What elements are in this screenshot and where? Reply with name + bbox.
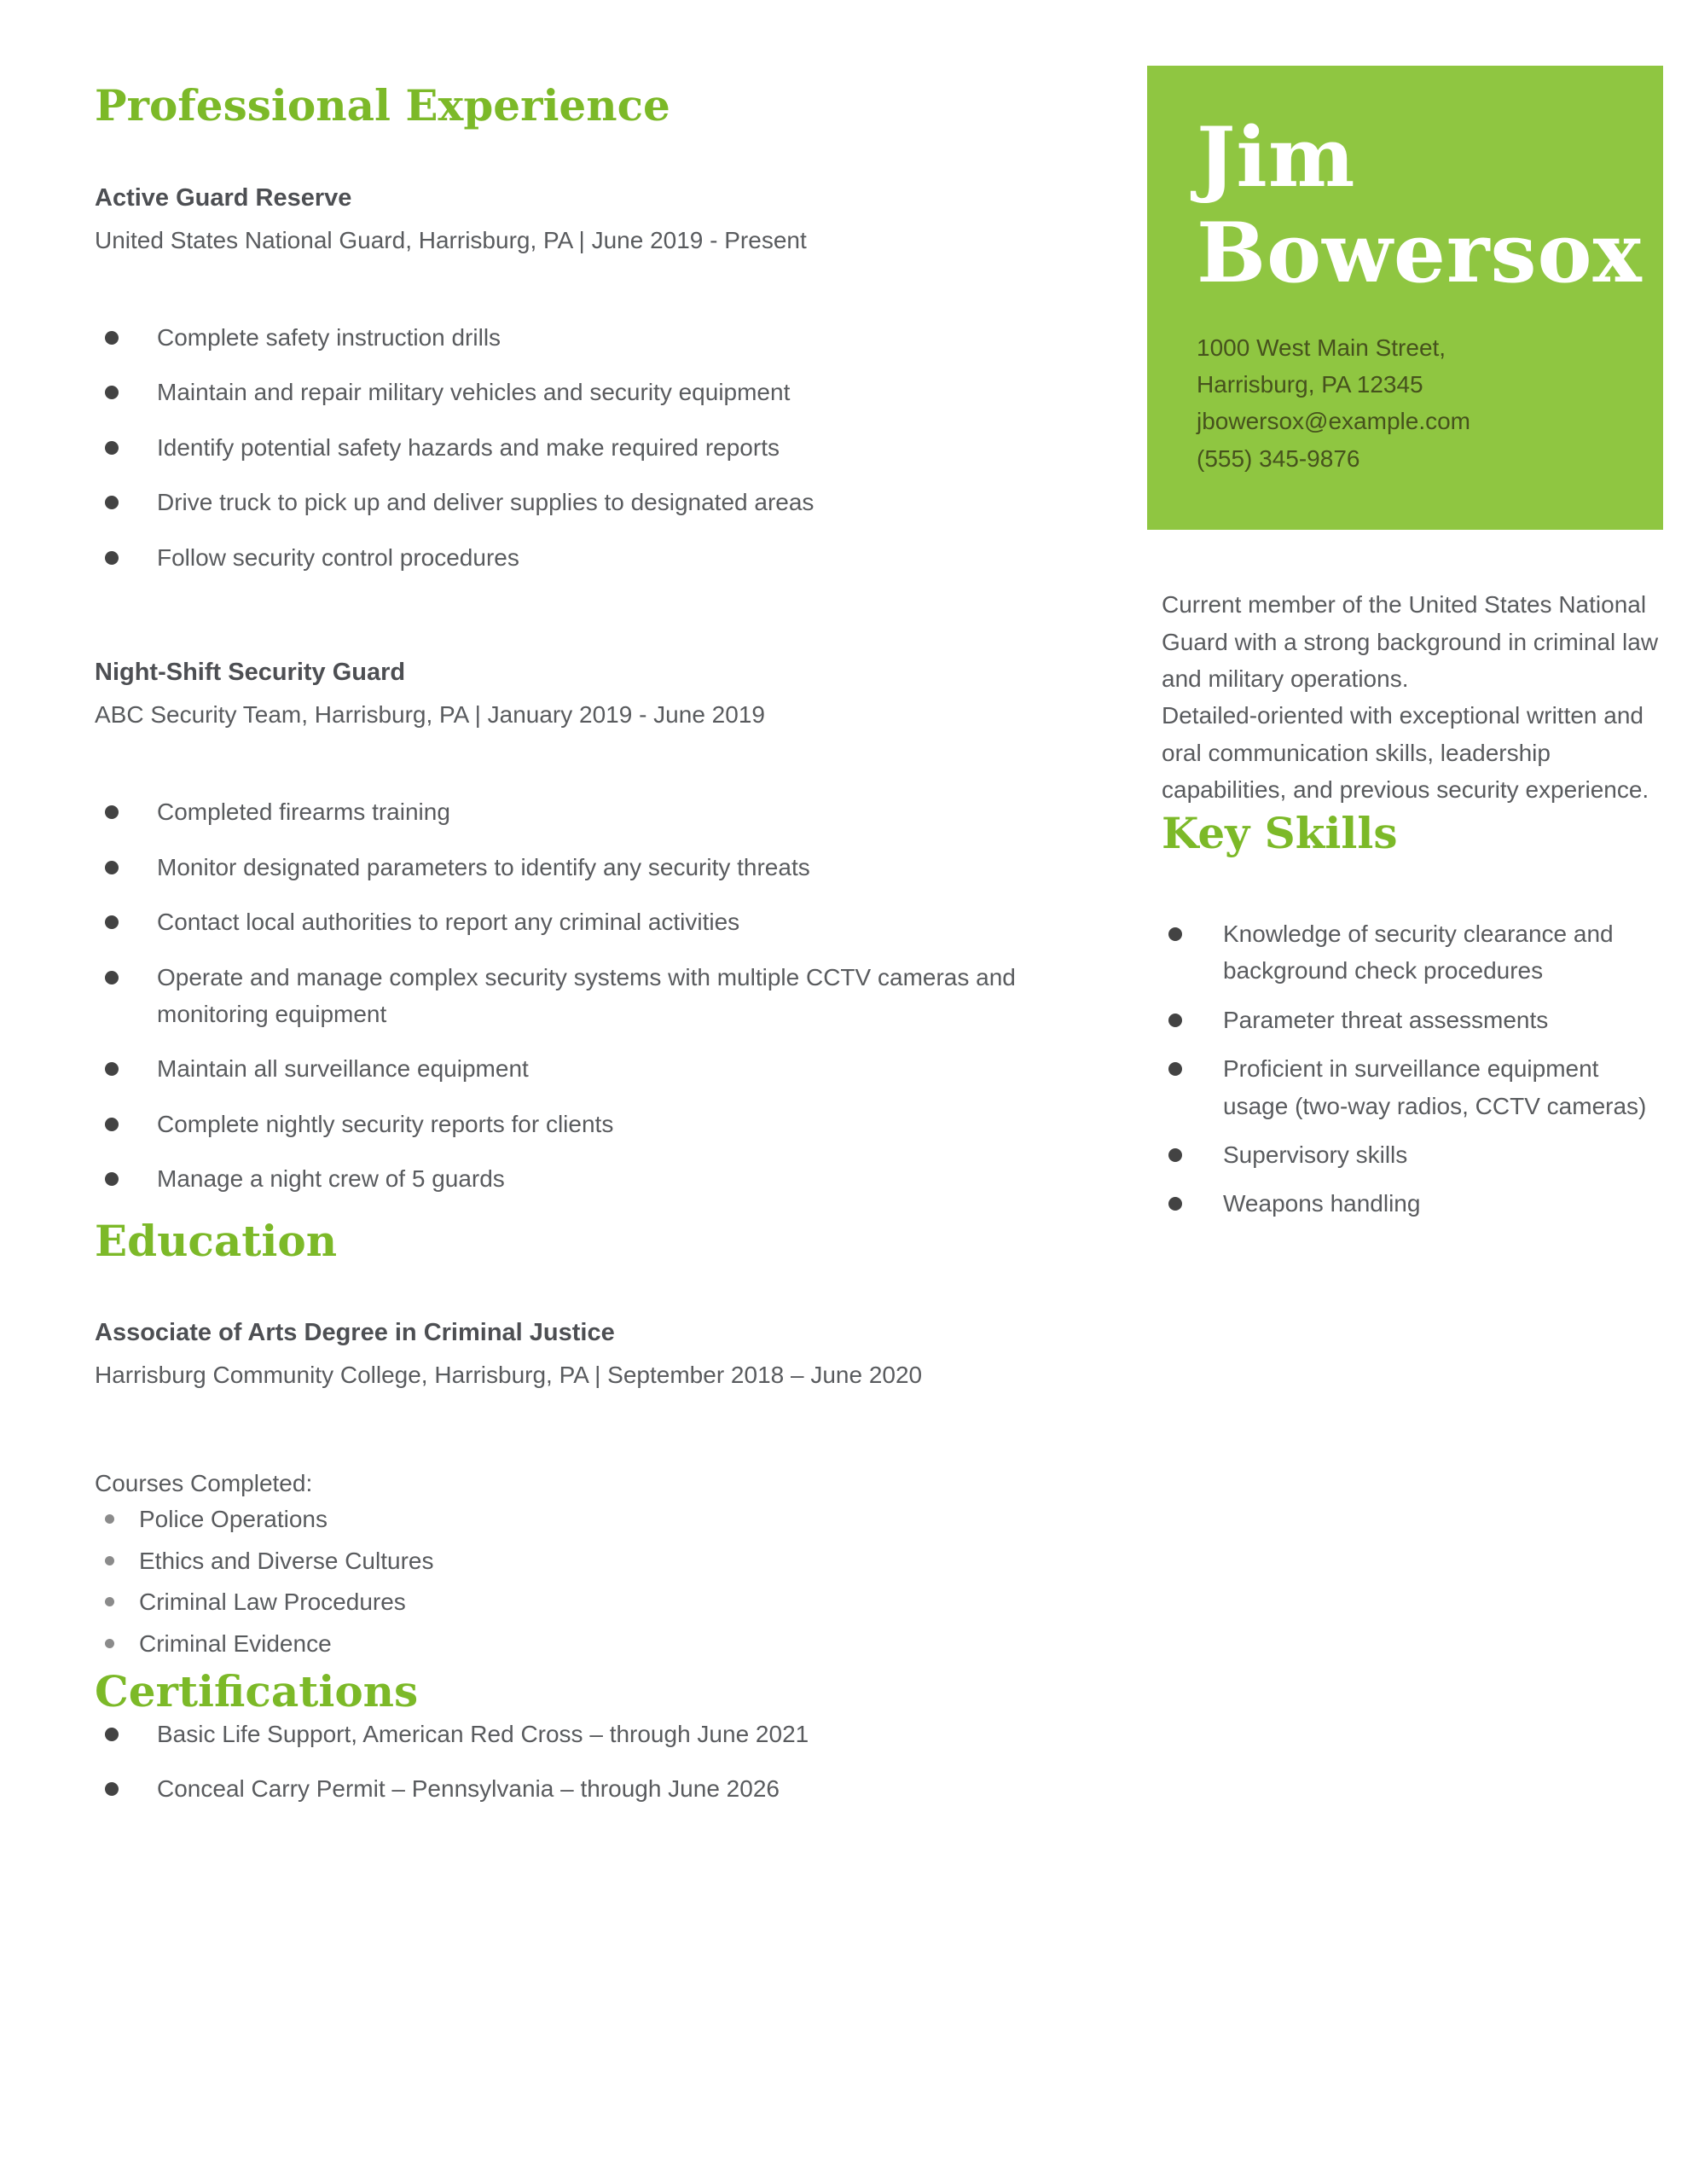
candidate-name [1197,109,1643,302]
job-title: Night-Shift Security Guard [95,659,406,687]
job-bullet-list [95,320,1041,577]
certifications-list [95,1716,1041,1808]
education-meta: Harrisburg Community College, Harrisburg, PA | September 2018 – June 2020 [95,1362,923,1389]
main-column [95,0,1041,1827]
contact-address-line2: Harrisburg, PA 12345 [1197,371,1423,398]
job-bullet-list [95,794,1041,1197]
list-item: Identify potential safety hazards and make required reports [95,430,1041,467]
list-item: Supervisory skills [1162,1136,1667,1173]
courses-completed-label: Courses Completed: [95,1470,313,1497]
degree-title: Associate of Arts Degree in Criminal Justice [95,1319,615,1347]
section-title-key-skills: Key Skills [1162,807,1398,858]
list-item: Complete nightly security reports for clients [95,1107,1041,1143]
list-item: Knowledge of security clearance and background check procedures [1162,915,1667,990]
education-entry [95,1315,1041,1393]
list-item: Maintain and repair military vehicles and security equipment [95,375,1041,411]
list-item: Complete safety instruction drills [95,320,1041,357]
summary-paragraph: Current member of the United States National Guard with a strong background in criminal law and military operations. [1162,591,1659,692]
list-item: Maintain all surveillance equipment [95,1051,1041,1088]
list-item: Completed firearms training [95,794,1041,831]
list-item: Ethics and Diverse Cultures [95,1543,1041,1580]
contact-email: jbowersox@example.com [1197,408,1470,435]
list-item: Criminal Law Procedures [95,1584,1041,1621]
name-header-box [1147,66,1663,530]
job-title: Active Guard Reserve [95,183,352,212]
candidate-last-name: Bowersox [1197,205,1643,302]
professional-summary [1147,586,1667,808]
section-title-education: Education [95,1215,338,1266]
sidebar-column [1147,0,1667,1234]
summary-paragraph: Detailed-oriented with exceptional written and oral communication skills, leadership capabilities, and previous security experience. [1162,702,1649,804]
candidate-first-name: Jim [1197,109,1356,206]
experience-entry [95,180,1041,258]
list-item: Contact local authorities to report any criminal activities [95,904,1041,941]
list-item: Drive truck to pick up and deliver supplies to designated areas [95,485,1041,521]
section-title-experience: Professional Experience [95,80,670,131]
list-item: Proficient in surveillance equipment usage (two-way radios, CCTV cameras) [1162,1050,1667,1124]
job-meta: ABC Security Team, Harrisburg, PA | January 2019 - June 2019 [95,701,765,729]
list-item: Monitor designated parameters to identify any security threats [95,850,1041,886]
courses-list [95,1502,1041,1662]
contact-block [1197,329,1620,478]
contact-address-line1: 1000 West Main Street, [1197,334,1446,361]
job-meta: United States National Guard, Harrisburg, PA | June 2019 - Present [95,226,807,253]
list-item: Follow security control procedures [95,540,1041,577]
section-title-certifications: Certifications [95,1666,419,1717]
list-item: Police Operations [95,1502,1041,1538]
list-item: Operate and manage complex security systems with multiple CCTV cameras and monitoring equipment [95,960,1041,1032]
key-skills-list [1147,915,1667,1223]
list-item: Manage a night crew of 5 guards [95,1161,1041,1198]
experience-entry [95,654,1041,733]
list-item: Parameter threat assessments [1162,1002,1667,1038]
list-item: Criminal Evidence [95,1626,1041,1663]
list-item: Weapons handling [1162,1185,1667,1222]
contact-phone: (555) 345-9876 [1197,444,1360,472]
list-item: Basic Life Support, American Red Cross – through June 2021 [95,1716,1041,1753]
list-item: Conceal Carry Permit – Pennsylvania – through June 2026 [95,1771,1041,1808]
